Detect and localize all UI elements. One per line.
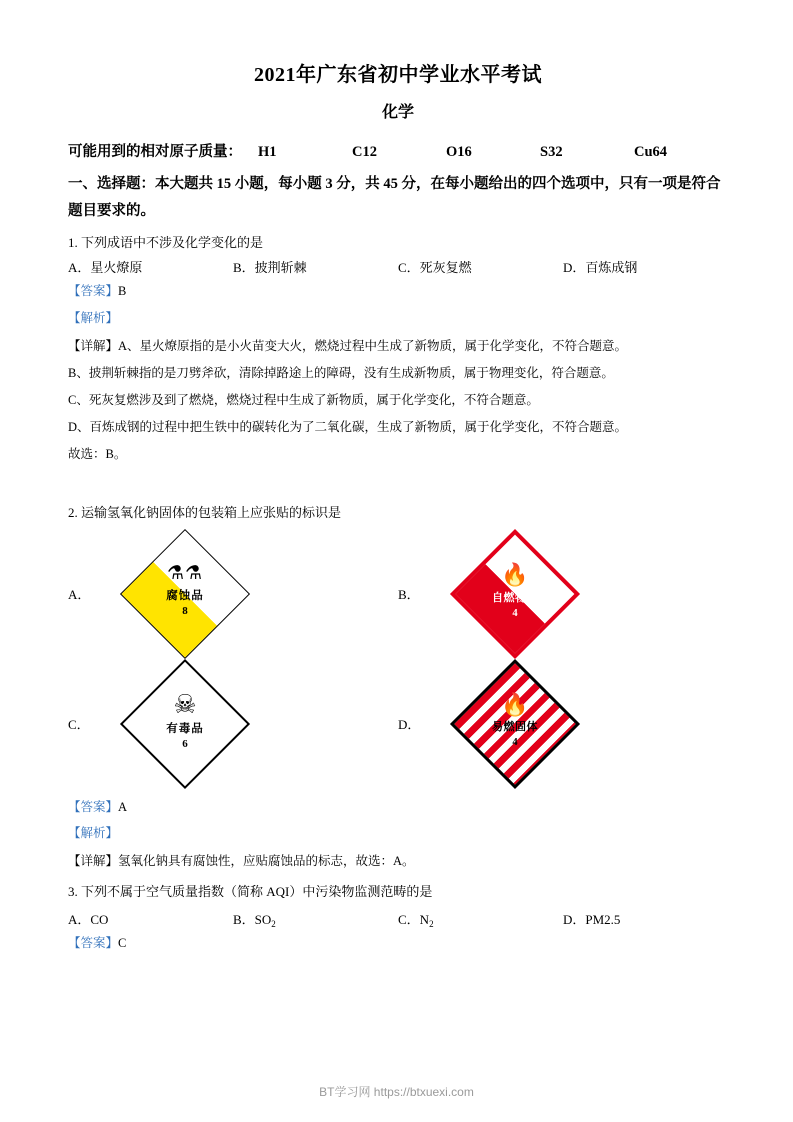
question-3-answer	[68, 932, 728, 956]
corrosive-sign-wrap	[90, 536, 280, 652]
atomic-mass-cu: Cu64	[634, 144, 668, 160]
atomic-mass-c: C12	[352, 144, 377, 160]
question-3-option-a[interactable]	[68, 909, 233, 928]
spontaneous-class-number: 4	[512, 607, 518, 618]
atomic-masses-row	[68, 140, 728, 161]
document-content	[68, 58, 728, 958]
question-1-detail-1: 【详解】A、星火燎原指的是小火苗变大火，燃烧过程中生成了新物质，属于化学变化，不符合题意。	[68, 338, 628, 353]
question-2-option-d[interactable]	[398, 666, 728, 782]
corrosive-caption: 腐蚀品	[166, 589, 204, 601]
question-2-text: 运输氢氧化钠固体的包装箱上应张贴的标识是	[81, 504, 342, 520]
question-2-option-a[interactable]	[68, 536, 398, 652]
corrosive-sign-icon	[120, 528, 250, 658]
page-title: 2021年广东省初中学业水平考试	[254, 64, 542, 86]
question-1-number: 1.	[68, 234, 78, 250]
spontaneously-combustible-sign-icon	[450, 528, 580, 658]
corrosive-symbol-glyph: ⚗⚗	[166, 562, 204, 583]
question-3-text: 下列不属于空气质量指数（简称 AQI）中污染物监测范畴的是	[81, 884, 433, 899]
question-3-option-a-label: A．CO	[68, 911, 109, 927]
question-1-stem	[68, 231, 728, 256]
question-1-answer	[68, 280, 728, 304]
answer-tag: 【答案】	[68, 799, 119, 814]
question-3-option-d[interactable]	[563, 909, 728, 928]
sign-row-bottom	[68, 666, 728, 782]
atomic-masses-label: 可能用到的相对原子质量：	[68, 144, 242, 160]
answer-tag: 【答案】	[68, 284, 119, 299]
question-3-option-c-sub: 2	[429, 918, 434, 929]
question-1-answer-value: B	[118, 284, 127, 299]
subject-title: 化学	[381, 104, 414, 121]
flammable-solid-sign-wrap	[420, 666, 610, 782]
question-3-option-d-label: D．PM2.5	[563, 911, 621, 927]
question-1-detail-5: 故选：B。	[68, 446, 127, 461]
section-heading: 一、选择题：本大题共 15 小题，每小题 3 分，共 45 分，在每小题给出的四个选项中，只有一项是符合题目要求的。	[68, 176, 721, 219]
question-2-option-b-letter: B．	[398, 587, 420, 602]
question-3-option-c[interactable]	[398, 909, 563, 928]
question-3-options	[68, 909, 728, 928]
question-3-number: 3.	[68, 884, 78, 899]
question-3-option-b-label: B．SO	[233, 911, 272, 927]
skull-icon: ☠	[173, 689, 197, 719]
toxic-caption: 有毒品	[166, 722, 204, 735]
question-3-option-b-sub: 2	[271, 918, 276, 929]
sign-row-top	[68, 536, 728, 652]
spontaneous-caption: 自燃物品	[492, 591, 538, 603]
atomic-mass-h: H1	[258, 144, 277, 160]
question-1-detail-3: C、死灰复燃涉及到了燃烧，燃烧过程中生成了新物质，属于化学变化，不符合题意。	[68, 392, 539, 407]
question-2-option-a-letter: A．	[68, 587, 91, 602]
flammable-solid-sign-icon	[450, 658, 580, 788]
question-1-option-c[interactable]: C．死灰复燃	[398, 260, 472, 276]
atomic-mass-o: O16	[446, 144, 472, 160]
question-3-option-c-label: C．N	[398, 911, 430, 927]
question-2-number: 2.	[68, 504, 78, 520]
question-2-detail-1: 【详解】氢氧化钠具有腐蚀性，应贴腐蚀品的标志，故选：A。	[68, 854, 415, 868]
question-2-option-d-letter: D．	[398, 717, 421, 732]
question-1-detail-2: B、披荆斩棘指的是刀劈斧砍，清除掉路途上的障碍，没有生成新物质，属于物理变化，符合题意。	[68, 365, 614, 380]
footer-watermark: BT学习网 https://btxuexi.com	[319, 1085, 474, 1099]
toxic-sign-icon	[120, 658, 250, 788]
question-2-option-b[interactable]	[398, 536, 728, 652]
corrosive-class-number: 8	[182, 604, 188, 616]
question-1-detail-4: D、百炼成钢的过程中把生铁中的碳转化为了二氧化碳，生成了新物质，属于化学变化，不符合题意。	[68, 419, 628, 434]
flame-icon: 🔥	[501, 561, 529, 586]
question-1-analysis-tag: 【解析】	[68, 311, 119, 326]
question-2-option-c[interactable]	[68, 666, 398, 782]
question-2-sign-grid	[68, 536, 728, 782]
atomic-mass-s: S32	[540, 144, 563, 160]
question-2-answer	[68, 796, 728, 820]
question-2-stem	[68, 501, 728, 526]
question-3-answer-value: C	[118, 935, 127, 950]
flammable-solid-caption: 易燃固体	[492, 720, 538, 733]
question-2-option-c-letter: C．	[68, 717, 90, 732]
toxic-sign-wrap	[90, 666, 280, 782]
question-1-option-a[interactable]: A．星火燎原	[68, 260, 143, 276]
answer-tag: 【答案】	[68, 935, 119, 950]
question-3-option-b[interactable]	[233, 909, 398, 928]
flame-icon: 🔥	[501, 691, 529, 717]
flammable-solid-class-number: 4	[512, 736, 518, 748]
question-2-analysis-tag: 【解析】	[68, 826, 119, 841]
question-3-stem	[68, 880, 728, 905]
question-1-option-d[interactable]: D．百炼成钢	[563, 260, 638, 276]
spontaneously-combustible-sign-wrap	[420, 536, 610, 652]
question-2-answer-value: A	[118, 799, 128, 814]
question-1-options	[68, 257, 728, 276]
question-1-option-b[interactable]: B．披荆斩棘	[233, 260, 307, 276]
toxic-class-number: 6	[182, 737, 188, 750]
spacer	[68, 469, 728, 495]
question-1-text: 下列成语中不涉及化学变化的是	[81, 234, 264, 250]
